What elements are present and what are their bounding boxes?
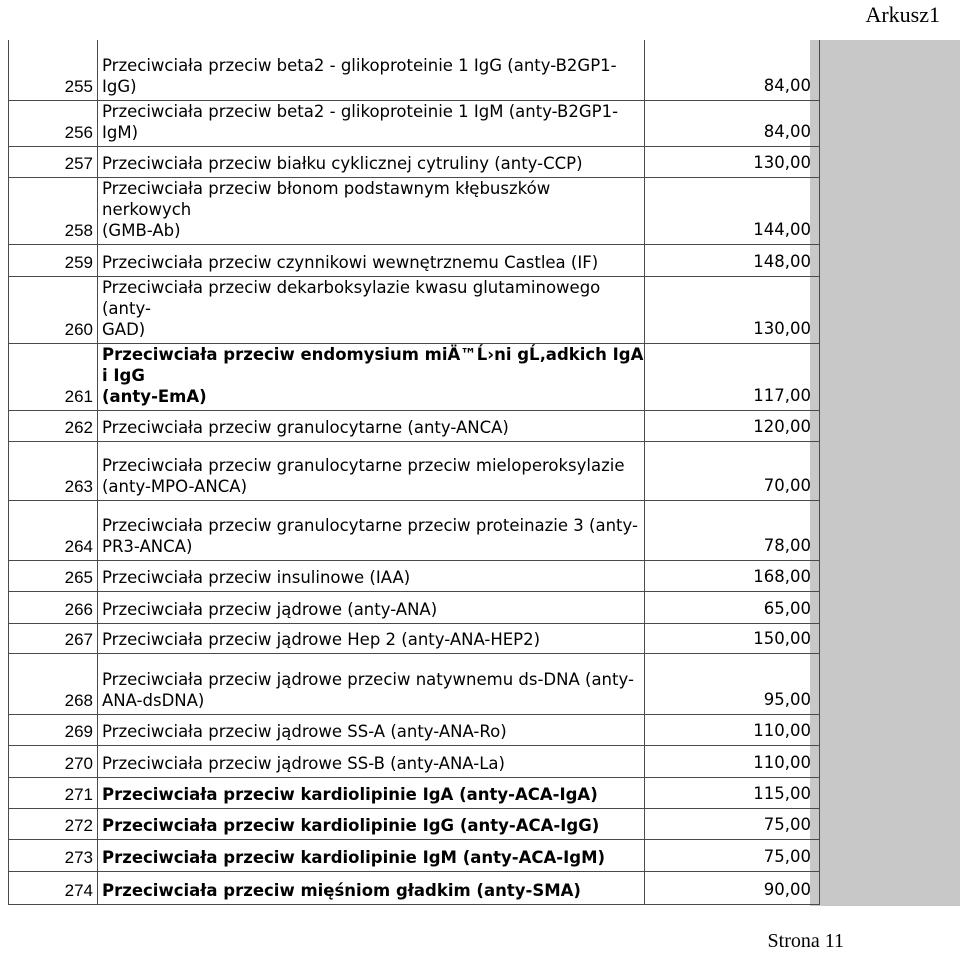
row-number: 257: [9, 146, 98, 177]
test-price: 84,00: [645, 100, 820, 146]
test-description: Przeciwciała przeciw jądrowe SS-B (anty-ANA-La): [98, 745, 645, 777]
test-price: 120,00: [645, 410, 820, 441]
row-number: 272: [9, 808, 98, 839]
test-price: 95,00: [645, 653, 820, 714]
test-price: 75,00: [645, 839, 820, 871]
row-number: 265: [9, 560, 98, 591]
row-number: 273: [9, 839, 98, 871]
test-price: 130,00: [645, 276, 820, 343]
test-description: Przeciwciała przeciw beta2 - glikoproteinie 1 IgM (anty-B2GP1-IgM): [98, 100, 645, 146]
row-number: 256: [9, 100, 98, 146]
table-row: [9, 560, 820, 591]
table-row: [9, 871, 820, 904]
row-number: 259: [9, 244, 98, 276]
test-description: Przeciwciała przeciw endomysium miÄ™Ĺ›ni gĹ‚adkich IgA i IgG (anty-EmA): [98, 343, 645, 410]
table-row: [9, 40, 820, 100]
test-price: 168,00: [645, 560, 820, 591]
test-price: 150,00: [645, 623, 820, 653]
row-number: 269: [9, 714, 98, 745]
test-price: 75,00: [645, 808, 820, 839]
test-price: 117,00: [645, 343, 820, 410]
test-description: Przeciwciała przeciw mięśniom gładkim (anty-SMA): [98, 871, 645, 904]
test-description: Przeciwciała przeciw kardiolipinie IgA (anty-ACA-IgA): [98, 777, 645, 808]
test-description: Przeciwciała przeciw kardiolipinie IgM (anty-ACA-IgM): [98, 839, 645, 871]
test-price: 115,00: [645, 777, 820, 808]
test-description: Przeciwciała przeciw dekarboksylazie kwasu glutaminowego (anty- GAD): [98, 276, 645, 343]
test-price: 110,00: [645, 745, 820, 777]
row-number: 266: [9, 591, 98, 623]
test-description: Przeciwciała przeciw kardiolipinie IgG (anty-ACA-IgG): [98, 808, 645, 839]
table-row: [9, 244, 820, 276]
row-number: 262: [9, 410, 98, 441]
table-row: [9, 146, 820, 177]
test-description: Przeciwciała przeciw beta2 - glikoproteinie 1 IgG (anty-B2GP1-IgG): [98, 40, 645, 100]
price-table-area: [8, 40, 960, 906]
table-row: [9, 808, 820, 839]
test-description: Przeciwciała przeciw granulocytarne przeciw mieloperoksylazie (anty-MPO-ANCA): [98, 441, 645, 500]
table-row: [9, 410, 820, 441]
table-row: [9, 591, 820, 623]
test-price: 78,00: [645, 500, 820, 560]
row-number: 261: [9, 343, 98, 410]
table-row: [9, 177, 820, 244]
test-description: Przeciwciała przeciw czynnikowi wewnętrznemu Castlea (IF): [98, 244, 645, 276]
table-row: [9, 653, 820, 714]
row-number: 268: [9, 653, 98, 714]
test-price: 130,00: [645, 146, 820, 177]
table-row: [9, 100, 820, 146]
table-row: [9, 839, 820, 871]
test-price: 84,00: [645, 40, 820, 100]
row-number: 258: [9, 177, 98, 244]
table-row: [9, 343, 820, 410]
test-price: 144,00: [645, 177, 820, 244]
test-description: Przeciwciała przeciw insulinowe (IAA): [98, 560, 645, 591]
row-number: 264: [9, 500, 98, 560]
test-description: Przeciwciała przeciw białku cyklicznej cytruliny (anty-CCP): [98, 146, 645, 177]
test-description: Przeciwciała przeciw jądrowe Hep 2 (anty-ANA-HEP2): [98, 623, 645, 653]
table-row: [9, 714, 820, 745]
table-row: [9, 623, 820, 653]
page-footer: Strona 11: [767, 930, 844, 952]
table-row: [9, 500, 820, 560]
test-description: Przeciwciała przeciw granulocytarne przeciw proteinazie 3 (anty- PR3-ANCA): [98, 500, 645, 560]
price-table: [8, 40, 820, 905]
sheet-title: Arkusz1: [865, 2, 940, 27]
row-number: 270: [9, 745, 98, 777]
test-description: Przeciwciała przeciw granulocytarne (anty-ANCA): [98, 410, 645, 441]
table-row: [9, 745, 820, 777]
table-body: [9, 40, 820, 904]
test-description: Przeciwciała przeciw jądrowe (anty-ANA): [98, 591, 645, 623]
row-number: 260: [9, 276, 98, 343]
row-number: 255: [9, 40, 98, 100]
test-price: 90,00: [645, 871, 820, 904]
table-row: [9, 777, 820, 808]
row-number: 271: [9, 777, 98, 808]
row-number: 274: [9, 871, 98, 904]
test-price: 110,00: [645, 714, 820, 745]
test-description: Przeciwciała przeciw jądrowe SS-A (anty-ANA-Ro): [98, 714, 645, 745]
test-description: Przeciwciała przeciw błonom podstawnym kłębuszków nerkowych (GMB-Ab): [98, 177, 645, 244]
row-number: 263: [9, 441, 98, 500]
row-number: 267: [9, 623, 98, 653]
test-price: 148,00: [645, 244, 820, 276]
gray-column-fill: [810, 40, 960, 906]
test-description: Przeciwciała przeciw jądrowe przeciw natywnemu ds-DNA (anty- ANA-dsDNA): [98, 653, 645, 714]
table-row: [9, 441, 820, 500]
test-price: 70,00: [645, 441, 820, 500]
table-row: [9, 276, 820, 343]
test-price: 65,00: [645, 591, 820, 623]
